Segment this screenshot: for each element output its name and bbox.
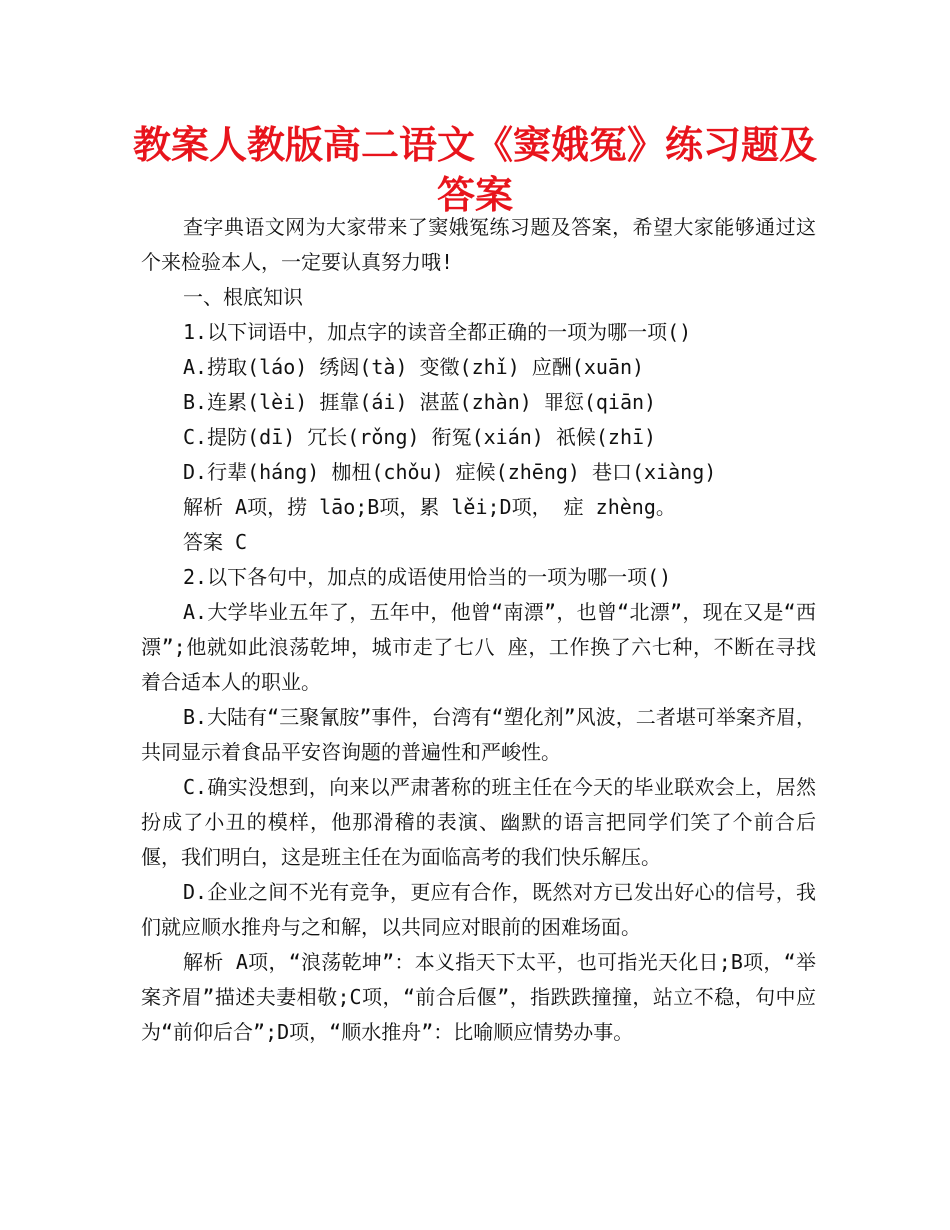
question-2-option-b: B.大陆有“三聚氰胺”事件，台湾有“塑化剂”风波，二者堪可举案齐眉，共同显示着食品平安咨询题的普遍性和严峻性。 <box>141 705 816 764</box>
section-heading: 一、根底知识 <box>183 285 303 309</box>
document-title: 教案人教版高二语文《窦娥冤》练习题及答案 <box>132 123 817 217</box>
question-2-option-a: A.大学毕业五年了，五年中，他曾“南漂”，也曾“北漂”，现在又是“西漂”;他就如此浪荡乾坤，城市走了七八 座，工作换了六七种，不断在寻找着合适本人的职业。 <box>141 600 816 694</box>
question-2: 2.以下各句中，加点的成语使用恰当的一项为哪一项() <box>183 565 672 589</box>
question-2-analysis: 解析 A项，“浪荡乾坤”：本义指天下太平，也可指光天化日;B项，“举案齐眉”描述夫妻相敬;C项，“前合后偃”，指跌跌撞撞，站立不稳，句中应为“前仰后合”;D项，“顺水推舟”：比喻顺应情势办事。 <box>141 950 816 1044</box>
question-1-option-c: C.提防(dī) 冗长(rǒng) 衔冤(xián) 祇候(zhī) <box>183 425 657 449</box>
question-1-analysis: 解析 A项，捞 lāo;B项，累 lěi;D项， 症 zhèng。 <box>183 495 676 519</box>
question-2-option-d: D.企业之间不光有竞争，更应有合作，既然对方已发出好心的信号，我们就应顺水推舟与之和解，以共同应对眼前的困难场面。 <box>141 880 816 939</box>
document-body <box>141 210 816 1050</box>
question-1-option-d: D.行辈(háng) 枷杻(chǒu) 症候(zhēng) 巷口(xiàng) <box>183 460 717 484</box>
question-1: 1.以下词语中，加点字的读音全都正确的一项为哪一项() <box>183 320 692 344</box>
question-1-answer: 答案 C <box>183 530 248 554</box>
question-1-option-b: B.连累(lèi) 捱靠(ái) 湛蓝(zhàn) 罪愆(qiān) <box>183 390 657 414</box>
intro-paragraph: 查字典语文网为大家带来了窦娥冤练习题及答案，希望大家能够通过这个来检验本人，一定要认真努力哦! <box>141 215 816 274</box>
question-1-option-a: A.捞取(láo) 绣闼(tà) 变徵(zhǐ) 应酬(xuān) <box>183 355 645 379</box>
question-2-option-c: C.确实没想到，向来以严肃著称的班主任在今天的毕业联欢会上，居然扮成了小丑的模样，他那滑稽的表演、幽默的语言把同学们笑了个前合后偃，我们明白，这是班主任在为面临高考的我们快乐解压。 <box>141 775 816 869</box>
